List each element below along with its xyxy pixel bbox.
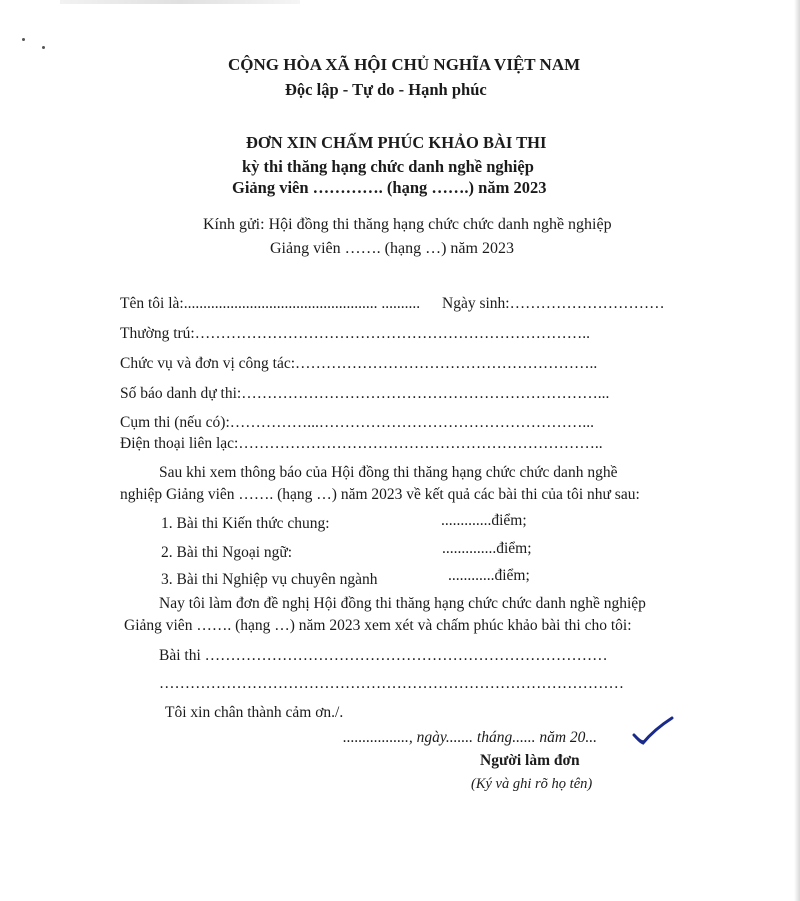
paragraph-1-line-2: nghiệp Giảng viên ……. (hạng …) năm 2023 về kết quả các bài thi của tôi như sau: <box>120 486 640 503</box>
recipient-line-2: Giảng viên ……. (hạng …) năm 2023 <box>270 240 514 257</box>
exam-result-score: .............điểm; <box>441 512 527 529</box>
signature-instruction: (Ký và ghi rõ họ tên) <box>471 776 593 792</box>
field-date-of-birth: Ngày sinh:………………………… <box>442 295 665 312</box>
exam-result-score: ............điểm; <box>448 567 530 584</box>
exam-result-label: 3. Bài thi Nghiệp vụ chuyên ngành <box>161 571 378 588</box>
scan-artifact <box>60 0 300 4</box>
exam-request-line-1: Bài thi …………………………………………………………………… <box>159 647 608 664</box>
field-exam-cluster: Cụm thi (nếu có):……………...……………………………………………... <box>120 414 595 431</box>
form-title: ĐƠN XIN CHẤM PHÚC KHẢO BÀI THI <box>246 133 547 152</box>
form-subtitle: kỳ thi thăng hạng chức danh nghề nghiệp <box>242 157 534 176</box>
national-title: CỘNG HÒA XÃ HỘI CHỦ NGHĨA VIỆT NAM <box>228 55 581 74</box>
paragraph-2-line-2: Giảng viên ……. (hạng …) năm 2023 xem xét và chấm phúc khảo bài thi cho tôi: <box>124 617 632 634</box>
recipient-line-1: Kính gửi: Hội đồng thi thăng hạng chức chức danh nghề nghiệp <box>203 216 612 233</box>
thanks-text: Tôi xin chân thành cảm ơn./. <box>165 704 344 721</box>
paragraph-1-line-1: Sau khi xem thông báo của Hội đồng thi thăng hạng chức chức danh nghề <box>159 464 618 481</box>
scan-speck <box>22 38 25 41</box>
field-phone: Điện thoại liên lạc:…………………………………………………………….. <box>120 435 603 452</box>
exam-result-label: 1. Bài thi Kiến thức chung: <box>161 515 330 532</box>
field-position-unit: Chức vụ và đơn vị công tác:………………………………………………….. <box>120 355 598 372</box>
national-motto: Độc lập - Tự do - Hạnh phúc <box>285 80 487 99</box>
field-residence: Thường trú:………………………………………………………………….. <box>120 325 590 342</box>
page-edge-shadow <box>794 0 800 901</box>
exam-result-score: ..............điểm; <box>442 540 532 557</box>
paragraph-2-line-1: Nay tôi làm đơn đề nghị Hội đồng thi thăng hạng chức chức danh nghề nghiệp <box>159 595 646 612</box>
exam-result-label: 2. Bài thi Ngoại ngữ: <box>161 544 293 561</box>
field-name: Tên tôi là:.................................................. .......... <box>120 295 421 312</box>
signer-title: Người làm đơn <box>480 752 580 769</box>
signature-date-line: ................., ngày....... tháng...... năm 20... <box>343 729 598 746</box>
pen-check-mark-icon <box>630 715 676 751</box>
scan-speck <box>42 46 45 49</box>
field-candidate-number: Số báo danh dự thi:……………………………………………………………... <box>120 385 610 402</box>
exam-request-line-2: ……………………………………………………………………………… <box>159 675 624 692</box>
form-subtitle-rank: Giảng viên …………. (hạng …….) năm 2023 <box>232 178 547 197</box>
